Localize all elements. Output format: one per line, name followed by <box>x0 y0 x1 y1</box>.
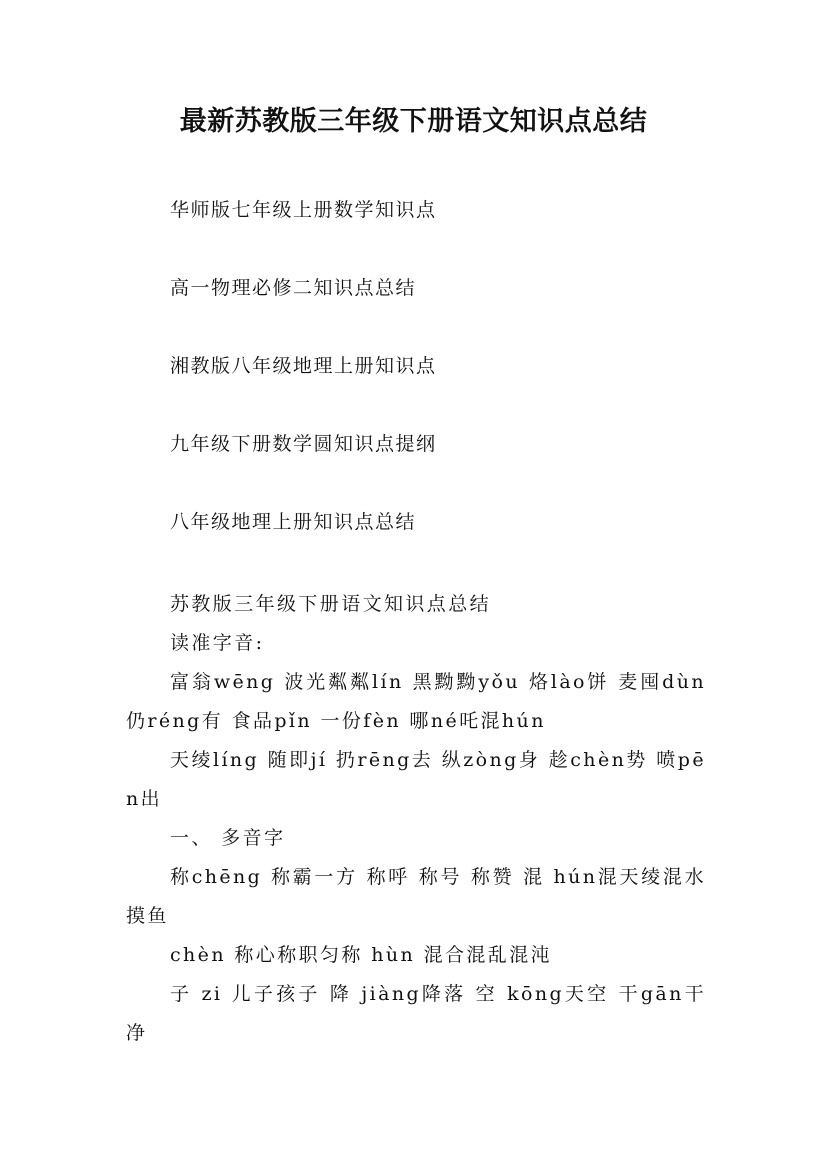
related-link[interactable]: 华师版七年级上册数学知识点 <box>170 199 437 221</box>
body-paragraph: chèn 称心称职匀称 hùn 混合混乱混沌 <box>170 944 552 966</box>
document-title: 最新苏教版三年级下册语文知识点总结 <box>179 106 648 137</box>
body-paragraph: 天绫líng 随即jí 扔rēng去 纵zòng身 趁chèn势 喷pēn出 <box>126 749 706 810</box>
document-body <box>126 585 706 1053</box>
subheading: 一、 多音字 <box>170 827 286 849</box>
section-heading: 苏教版三年级下册语文知识点总结 <box>170 593 492 615</box>
body-paragraph: 称chēng 称霸一方 称呼 称号 称赞 混 hún混天绫混水摸鱼 <box>126 866 706 927</box>
body-paragraph: 富翁wēng 波光粼粼lín 黑黝黝yǒu 烙lào饼 麦囤dùn 仍réng有 食品pǐn 一份fèn 哪né吒混hún <box>126 671 706 732</box>
related-link[interactable]: 九年级下册数学圆知识点提纲 <box>170 433 437 455</box>
related-link[interactable]: 高一物理必修二知识点总结 <box>170 277 417 299</box>
body-paragraph: 子 zi 儿子孩子 降 jiàng降落 空 kōng天空 干gān干净 <box>126 983 706 1044</box>
subheading: 读准字音: <box>170 632 265 654</box>
related-links-list <box>170 190 437 580</box>
related-link[interactable]: 八年级地理上册知识点总结 <box>170 511 417 533</box>
related-link[interactable]: 湘教版八年级地理上册知识点 <box>170 355 437 377</box>
